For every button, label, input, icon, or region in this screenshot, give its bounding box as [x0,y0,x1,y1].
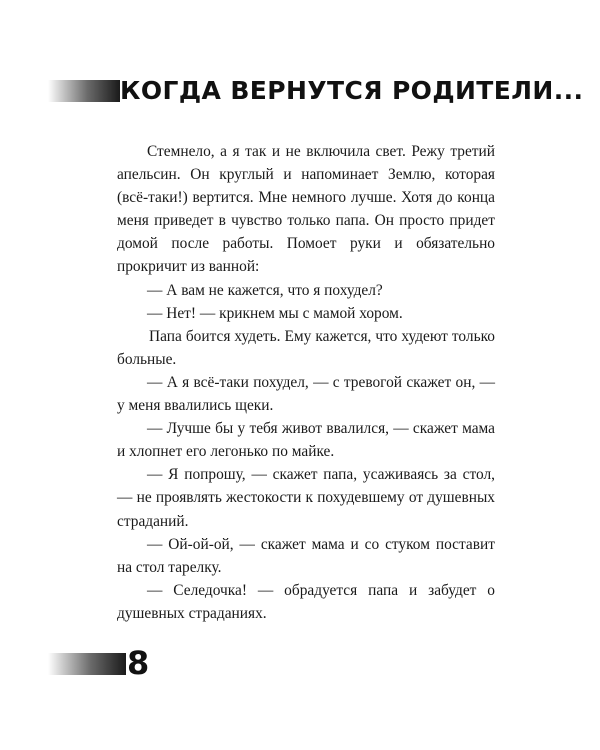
paragraph: — А вам не кажется, что я похудел? [147,281,383,299]
page-number: 8 [127,644,150,682]
paragraph: — Нет! — крикнем мы с мамой хором. [147,304,403,322]
header-gradient-bar [48,80,120,102]
chapter-title: КОГДА ВЕРНУТСЯ РОДИТЕЛИ... [120,76,584,105]
paragraph: — А я всё-таки похудел, — с тревогой скажет он, — у меня ввалились щеки. [117,373,495,415]
paragraph: Папа боится худеть. Ему кажется, что худеют только больные. [117,327,495,368]
paragraph: Стемнело, а я так и не включила свет. Режу третий апельсин. Он круглый и напоминает Землю, которая (всё-таки!) вертится. Мне немного лучше. Хотя до конца меня приведет в чувство только папа. Он просто придет домой после работы. Помоет руки и обязательно прокричит из ванной: [117,143,495,276]
paragraph: — Лучше бы у тебя живот ввалился, — скажет мама и хлопнет его легонько по майке. [117,420,495,461]
body-text [117,140,495,625]
paragraph: — Я попрошу, — скажет папа, усаживаясь за стол, — не проявлять жестокости к похудевшему от душевных страданий. [117,466,495,530]
paragraph: — Ой-ой-ой, — скажет мама и со стуком поставит на стол тарелку. [117,535,495,576]
footer-gradient-bar [48,653,126,675]
paragraph: — Селедочка! — обрадуется папа и забудет о душевных страданиях. [117,581,495,622]
